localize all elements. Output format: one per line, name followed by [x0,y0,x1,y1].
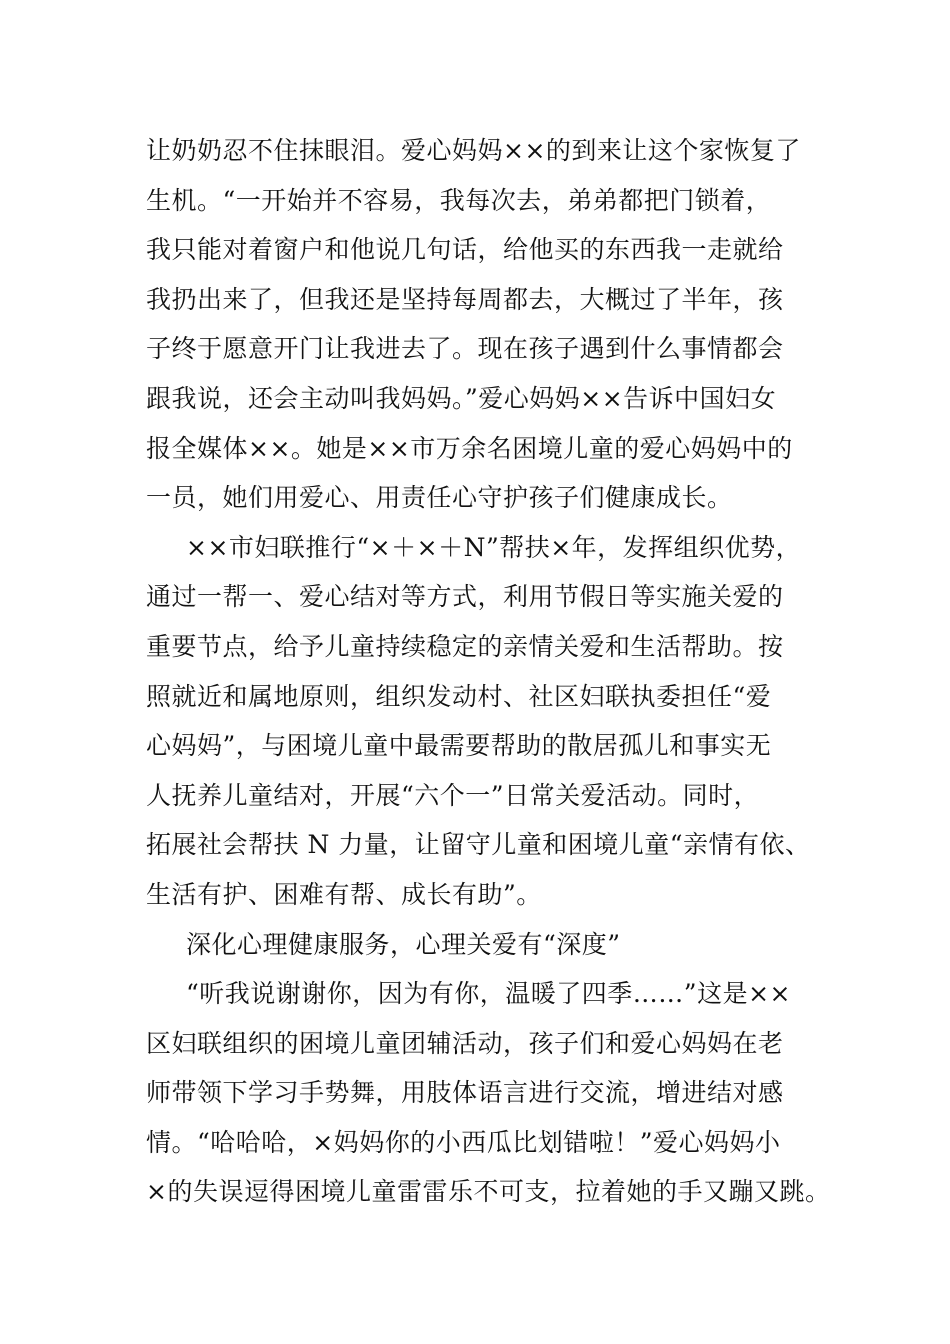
text-line: 心妈妈”，与困境儿童中最需要帮助的散居孤儿和事实无 [146,731,772,761]
text-line: 重要节点，给予儿童持续稳定的亲情关爱和生活帮助。按 [146,631,784,661]
text-line: 让奶奶忍不住抹眼泪。爱心妈妈××的到来让这个家恢复了 [146,136,801,165]
text-line: 区妇联组织的困境儿童团辅活动，孩子们和爱心妈妈在老 [146,1028,784,1058]
paragraph-start-line: ××市妇联推行“×＋×＋N”帮扶×年，发挥组织优势， [186,532,802,562]
paragraph-start-line: “听我说谢谢你，因为有你，温暖了四季……”这是×× [186,979,791,1009]
text-line: 照就近和属地原则，组织发动村、社区妇联执委担任“爱 [146,681,772,711]
text-line: 拓展社会帮扶 N 力量，让留守儿童和困境儿童“亲情有依、 [146,830,811,860]
text-line: 生机。“一开始并不容易，我每次去，弟弟都把门锁着， [146,185,772,215]
text-line: 人抚养儿童结对，开展“六个一”日常关爱活动。同时， [146,780,760,810]
text-line: ×的失误逗得困境儿童雷雷乐不可支，拉着她的手又蹦又跳。 [146,1177,831,1207]
text-line: 师带领下学习手势舞，用肢体语言进行交流，增进结对感 [146,1078,784,1108]
text-line: 我扔出来了，但我还是坚持每周都去，大概过了半年，孩 [146,284,784,314]
body-text [146,126,846,1217]
text-line: 子终于愿意开门让我进去了。现在孩子遇到什么事情都会 [146,334,784,364]
text-line: 生活有护、困难有帮、成长有助”。 [146,879,542,909]
text-line: 通过一帮一、爱心结对等方式，利用节假日等实施关爱的 [146,582,784,612]
text-line: 报全媒体××。她是××市万余名困境儿童的爱心妈妈中的 [146,433,793,463]
text-line: 情。“哈哈哈，×妈妈你的小西瓜比划错啦！”爱心妈妈小 [146,1127,781,1157]
text-line: 跟我说，还会主动叫我妈妈。”爱心妈妈××告诉中国妇女 [146,383,777,413]
section-heading: 深化心理健康服务，心理关爱有“深度” [186,929,621,959]
text-line: 一员，她们用爱心、用责任心守护孩子们健康成长。 [146,483,733,513]
text-line: 我只能对着窗户和他说几句话，给他买的东西我一走就给 [146,235,784,265]
